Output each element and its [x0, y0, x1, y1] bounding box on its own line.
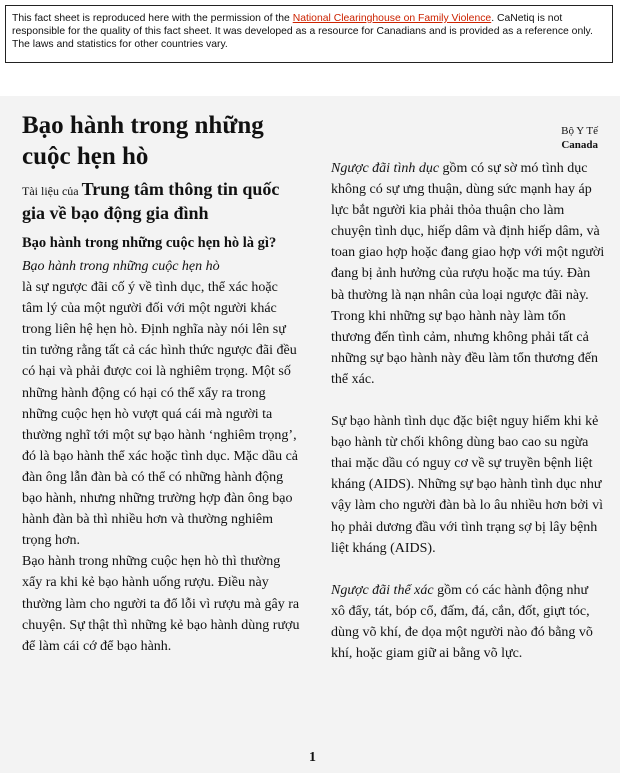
left-column: [22, 110, 302, 657]
left-paragraph-2: Bạo hành trong những cuộc hẹn hò thì thường xẩy ra khi kẻ bạo hành uống rượu. Điều này thường làm cho người ta đổ lỗi vì rượu mà gây ra chuyện. Sự thật thì những kẻ bạo hành dùng rượu để làm cái cớ để bạo hành.: [22, 554, 300, 654]
left-paragraph-1: [22, 256, 302, 551]
permission-notice: [5, 5, 613, 63]
subtitle-prefix: Tài liệu của: [22, 184, 82, 198]
physical-abuse-term: Ngược đãi thể xác: [331, 582, 434, 598]
notice-text-after: . CaNetiq is not responsible for the quality of this fact sheet. It was developed as a resource for Canadians and is provided as a reference only. The laws and statistics for other countries vary.: [12, 13, 593, 50]
department-country: Canada: [561, 139, 598, 151]
subtitle: [22, 178, 302, 224]
clearinghouse-link[interactable]: National Clearinghouse on Family Violence: [292, 13, 492, 24]
right-body-3: gồm có các hành động như xô đẩy, tát, bóp cổ, đấm, đá, cắn, đốt, giựt tóc, dùng võ khí, đe dọa một người nào đó bằng võ khí, hoặc giam giữ ai bằng võ lực.: [331, 582, 593, 661]
subtitle-org: Trung tâm thông tin quốc gia về bạo động gia đình: [22, 179, 280, 223]
sexual-abuse-term: Ngược đãi tình dục: [331, 161, 440, 176]
department-label: [561, 124, 598, 152]
right-paragraph-3: [331, 580, 605, 664]
right-column: [331, 158, 605, 685]
page-title: Bạo hành trong những cuộc hẹn hò: [22, 112, 264, 170]
right-paragraph-1: [331, 158, 605, 390]
left-term: Bạo hành trong những cuộc hẹn hò: [22, 259, 220, 274]
notice-text-before: This fact sheet is reproduced here with the permission of the: [12, 13, 293, 24]
section-question: Bạo hành trong những cuộc hẹn hò là gì?: [22, 235, 277, 251]
right-paragraph-2: Sự bạo hành tình dục đặc biệt nguy hiểm khi kẻ bạo hành từ chối không dùng bao cao su ngừa thai mặc dầu có nguy cơ về sự truyền bệnh liệt kháng (AIDS). Những sự bạo hành tình dục như vậy làm cho người đàn bà lo âu nhiều hơn bởi vì họ phải dương đầu với tình trạng sợ bị lây bệnh liệt kháng (AIDS).: [331, 414, 604, 556]
right-body-1: gồm có sự sờ mó tình dục không có sự ưng thuận, dùng sức mạnh hay áp lực bắt người kia phải thỏa thuận cho làm chuyện tình dục, hiếp dâm và định hiếp dâm, và toan giao hợp hoặc đang giao hợp với một người đang bị ảnh hưởng của rượu hoặc ma túy. Đàn bà thường là nạn nhân của loại ngược đãi này. Trong khi những sự bạo hành này làm tổn thương đến tình cảm, nhưng không phải tất cả những sự bạo hành này đều làm tổn thương đến thể xác.: [331, 161, 605, 387]
page-number: 1: [309, 750, 316, 765]
department-name: Bộ Y Tế: [561, 125, 598, 137]
left-body-1: là sự ngược đãi cố ý về tình dục, thể xác hoặc tâm lý của một người đối với một người khác trong liên hệ hẹn hò. Định nghĩa này nói lên sự tin tưởng rằng tất cả các hình thức ngược đãi đều có hại và phải được coi là nghiêm trọng. Một số những hành động có hại có thể xẩy ra trong những cuộc hẹn hò vượt quá cái mà người ta thường nghĩ tới một sự bạo hành ‘nghiêm trọng’, đó là bạo hành thể xác hoặc tình dục. Mặc dầu cả đàn ông lẫn đàn bà có thể có những hành động bạo hành, nhưng những trường hợp đàn ông bạo hành đàn bà thì nhiều hơn và thường nghiêm trọng hơn.: [22, 280, 299, 549]
